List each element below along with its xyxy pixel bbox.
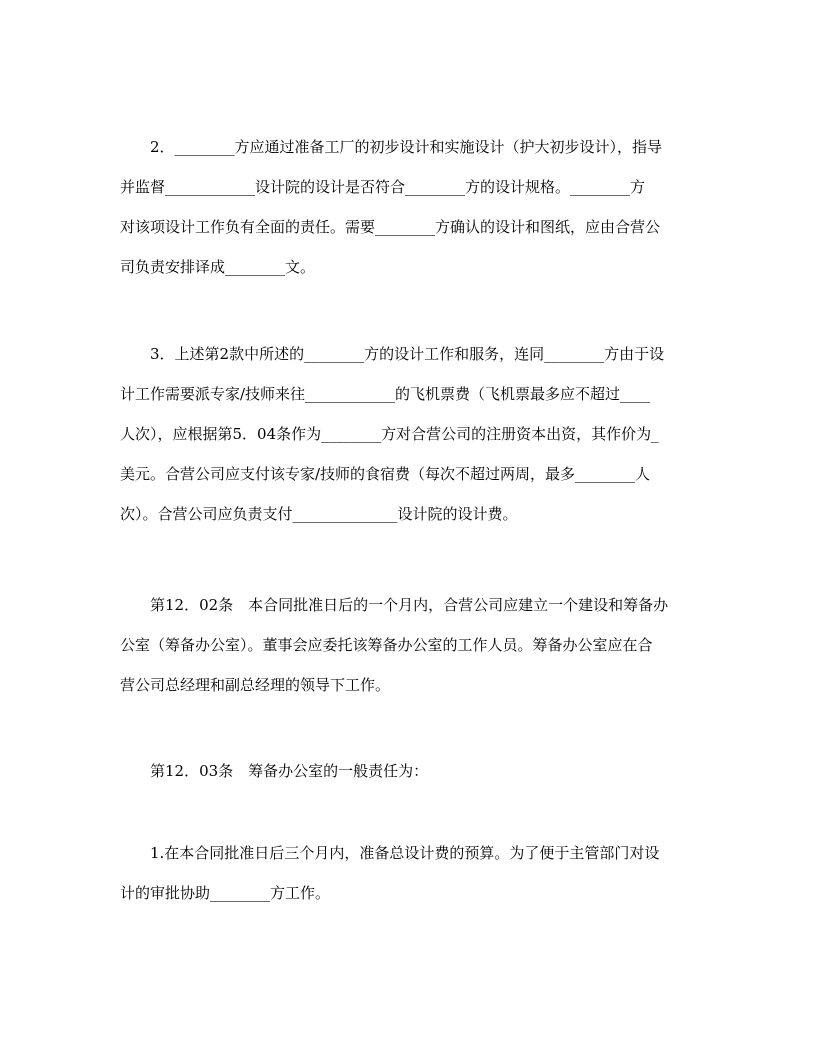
text-line: 次）。合营公司应负责支付______________设计院的设计费。 (120, 505, 518, 523)
text-line: 1.在本合同批准日后三个月内，准备总设计费的预算。为了便于主管部门对设 (120, 844, 660, 862)
text-line: 人次），应根据第5．04条作为________方对合营公司的注册资本出资，其作价为_ (120, 425, 659, 443)
paragraph-article-12-03 (120, 760, 710, 800)
text-line: 对该项设计工作负有全面的责任。需要________方确认的设计和图纸，应由合营公 (120, 218, 661, 236)
text-line: 3．上述第2款中所述的________方的设计工作和服务，连同________方由于设 (120, 345, 665, 363)
text-line: 司负责安排译成________文。 (120, 258, 316, 276)
text-line: 第12．02条 本合同批准日后的一个月内，合营公司应建立一个建设和筹备办 (120, 596, 669, 614)
text-line: 计工作需要派专家/技师来往____________的飞机票费（飞机票最多应不超过____ (120, 385, 651, 403)
text-line: 第12．03条 筹备办公室的一般责任为： (120, 762, 429, 780)
text-line: 并监督____________设计院的设计是否符合________方的设计规格。________方 (120, 178, 646, 196)
paragraph-article-12-02 (120, 594, 710, 714)
paragraph-design-responsibility (120, 136, 710, 296)
text-line: 2．________方应通过准备工厂的初步设计和实施设计（护大初步设计），指导 (120, 138, 663, 156)
text-line: 公室（筹备办公室）。董事会应委托该筹备办公室的工作人员。筹备办公室应在合 (120, 636, 653, 654)
text-line: 计的审批协助________方工作。 (120, 884, 331, 902)
paragraph-design-services-costs (120, 343, 710, 543)
text-line: 营公司总经理和副总经理的领导下工作。 (120, 676, 391, 694)
text-line: 美元。合营公司应支付该专家/技师的食宿费（每次不超过两周，最多________人 (120, 465, 651, 483)
paragraph-budget-preparation (120, 842, 710, 922)
